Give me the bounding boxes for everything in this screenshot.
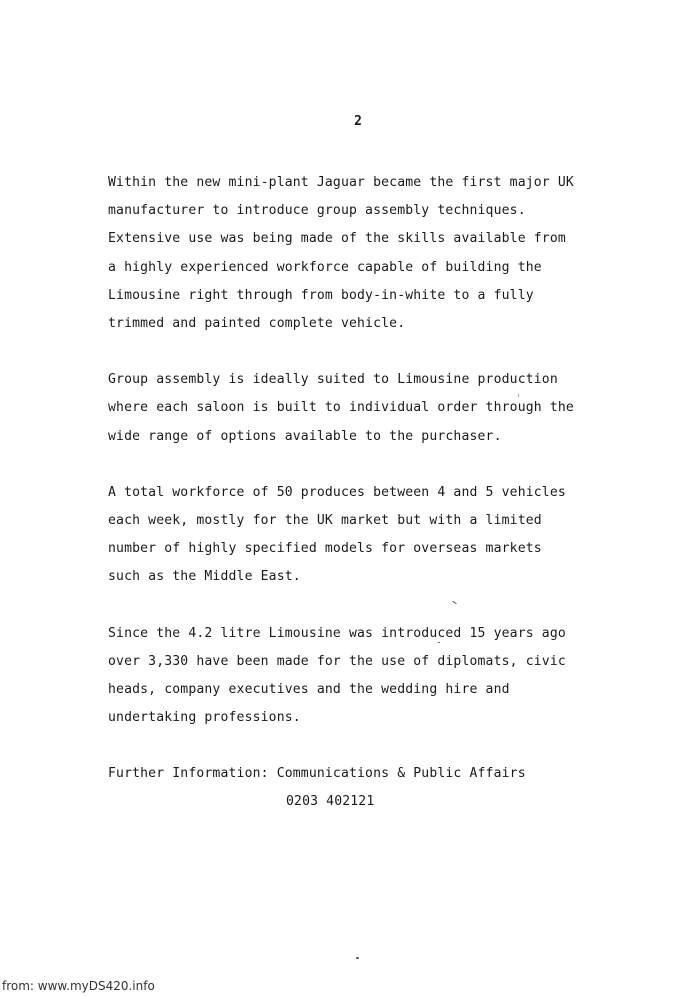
paragraph-group-assembly <box>108 366 688 451</box>
source-watermark: from: www.myDS420.info <box>2 979 155 993</box>
paragraph-history <box>108 620 688 733</box>
further-information-line: Further Information: Communications & Public Affairs <box>108 766 526 781</box>
body-text <box>108 169 688 760</box>
text-line: Group assembly is ideally suited to Limousine production <box>108 372 558 388</box>
paragraph-workforce <box>108 479 688 592</box>
text-line: Since the 4.2 litre Limousine was introduced 15 years ago <box>108 625 566 641</box>
paragraph-mini-plant <box>108 169 688 338</box>
text-line: wide range of options available to the purchaser. <box>108 428 502 444</box>
text-line: Within the new mini-plant Jaguar became the first major UK <box>108 175 574 190</box>
text-line: A total workforce of 50 produces between 4 and 5 vehicles <box>108 484 566 500</box>
text-line: over 3,330 have been made for the use of diplomats, civic <box>108 653 566 669</box>
text-line: each week, mostly for the UK market but with a limited <box>108 513 542 529</box>
contact-phone-number: 0203 402121 <box>286 794 375 809</box>
text-line: trimmed and painted complete vehicle. <box>108 316 406 332</box>
text-line: heads, company executives and the wedding hire and <box>108 682 510 698</box>
scan-speck <box>438 642 440 643</box>
text-line: where each saloon is built to individual order through the <box>108 400 574 416</box>
text-line: Limousine right through from body-in-white to a fully <box>108 287 534 303</box>
text-line: such as the Middle East. <box>108 569 301 585</box>
page-number: 2 <box>354 114 362 129</box>
scan-speck <box>518 394 519 397</box>
text-line: manufacturer to introduce group assembly techniques. <box>108 203 526 219</box>
scan-speck <box>356 957 359 959</box>
text-line: a highly experienced workforce capable of building the <box>108 259 542 275</box>
text-line: undertaking professions. <box>108 710 301 726</box>
text-line: Extensive use was being made of the skills available from <box>108 231 566 247</box>
text-line: number of highly specified models for overseas markets <box>108 541 542 557</box>
